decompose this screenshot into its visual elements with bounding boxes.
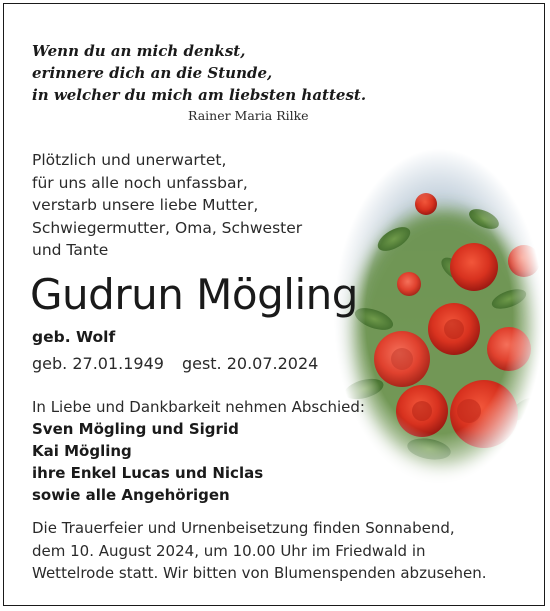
life-dates [32, 354, 318, 373]
announcement-line: und Tante [32, 241, 109, 259]
birth-date: geb. 27.01.1949 [32, 354, 164, 373]
obituary-card [3, 3, 545, 606]
mourners-lead: In Liebe und Dankbarkeit nehmen Abschied: [32, 398, 365, 416]
mourner-name: Sven Mögling und Sigrid [32, 420, 239, 438]
announcement-line: für uns alle noch unfassbar, [32, 173, 248, 192]
quote-author: Rainer Maria Rilke [188, 108, 309, 123]
service-line: Wettelrode statt. Wir bitten von Blumenspenden abzusehen. [32, 564, 487, 582]
service-line: dem 10. August 2024, um 10.00 Uhr im Friedwald in [32, 541, 426, 560]
announcement-text [32, 149, 302, 262]
quote-line: erinnere dich an die Stunde, [32, 64, 273, 82]
announcement-line: Schwiegermutter, Oma, Schwester [32, 218, 303, 237]
rose-bouquet-image [334, 149, 544, 484]
deceased-name: Gudrun Mögling [30, 270, 358, 319]
service-info [32, 517, 487, 585]
birth-name: geb. Wolf [32, 328, 116, 346]
quote-line: Wenn du an mich denkst, [32, 42, 246, 60]
mourner-name: ihre Enkel Lucas und Niclas [32, 464, 264, 482]
rilke-quote [32, 40, 366, 106]
mourners-list [32, 396, 365, 506]
service-line: Die Trauerfeier und Urnenbeisetzung finden Sonnabend, [32, 519, 455, 537]
mourner-name: sowie alle Angehörigen [32, 486, 230, 504]
image-vignette [334, 149, 544, 484]
quote-line: in welcher du mich am liebsten hattest. [32, 86, 367, 104]
death-date: gest. 20.07.2024 [181, 354, 319, 373]
announcement-line: verstarb unsere liebe Mutter, [32, 196, 259, 214]
announcement-line: Plötzlich und unerwartet, [32, 151, 227, 169]
mourner-name: Kai Mögling [32, 442, 132, 460]
